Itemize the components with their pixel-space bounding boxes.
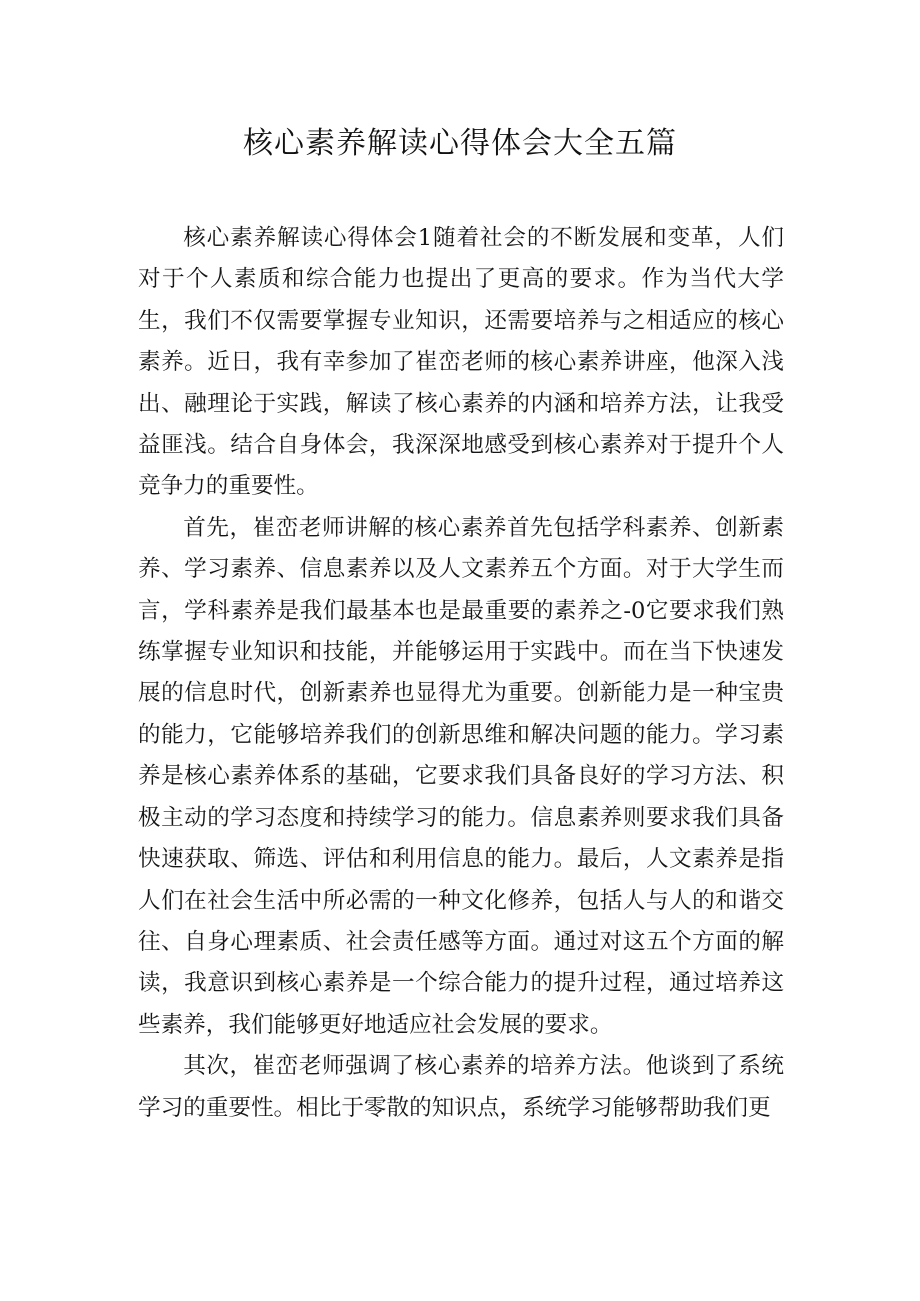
paragraph-1: 核心素养解读心得体会1随着社会的不断发展和变革，人们对于个人素质和综合能力也提出了更高的要求。作为当代大学生，我们不仅需要掌握专业知识，还需要培养与之相适应的核心素养。近日，我有幸参加了崔峦老师的核心素养讲座，他深入浅出、融理论于实践，解读了核心素养的内涵和培养方法，让我受益匪浅。结合自身体会，我深深地感受到核心素养对于提升个人竞争力的重要性。: [138, 225, 784, 500]
paragraph-2: 首先，崔峦老师讲解的核心素养首先包括学科素养、创新素养、学习素养、信息素养以及人文素养五个方面。对于大学生而言，学科素养是我们最基本也是最重要的素养之-0它要求我们熟练掌握专业知识和技能，并能够运用于实践中。而在当下快速发展的信息时代，创新素养也显得尤为重要。创新能力是一种宝贵的能力，它能够培养我们的创新思维和解决问题的能力。学习素养是核心素养体系的基础，它要求我们具备良好的学习方法、积极主动的学习态度和持续学习的能力。信息素养则要求我们具备快速获取、筛选、评估和利用信息的能力。最后，人文素养是指人们在社会生活中所必需的一种文化修养，包括人与人的和谐交往、自身心理素质、社会责任感等方面。通过对这五个方面的解读，我意识到核心素养是一个综合能力的提升过程，通过培养这些素养，我们能够更好地适应社会发展的要求。: [138, 514, 784, 1038]
paragraph-3: 其次，崔峦老师强调了核心素养的培养方法。他谈到了系统学习的重要性。相比于零散的知识点，系统学习能够帮助我们更: [138, 1053, 784, 1121]
document-title: 核心素养解读心得体会大全五篇: [243, 126, 677, 161]
document-body: [138, 218, 784, 1129]
